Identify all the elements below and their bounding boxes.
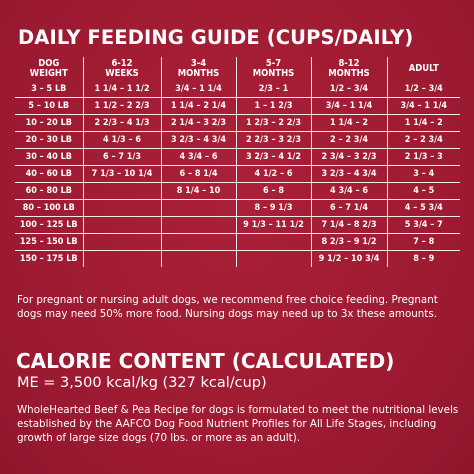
table-cell: 7 – 8 xyxy=(387,234,460,251)
table-cell xyxy=(161,217,236,234)
table-cell: 1 – 1 2/3 xyxy=(236,98,311,115)
table-row xyxy=(15,115,460,132)
table-cell: 3/4 – 1 1/4 xyxy=(161,81,236,98)
header-adult: ADULT xyxy=(387,57,460,81)
table-cell: 4 3/4 – 6 xyxy=(311,183,387,200)
table-row xyxy=(15,251,460,268)
table-cell: 7 1/3 – 10 1/4 xyxy=(83,166,161,183)
table-cell xyxy=(161,234,236,251)
table-cell: 2 2/3 – 3 2/3 xyxy=(236,132,311,149)
table-cell: 40 – 60 LB xyxy=(15,166,83,183)
table-cell xyxy=(236,234,311,251)
table-cell: 3/4 – 1 1/4 xyxy=(311,98,387,115)
table-cell: 6 – 7 1/4 xyxy=(311,200,387,217)
table-cell: 6 – 8 xyxy=(236,183,311,200)
table-row xyxy=(15,98,460,115)
table-cell xyxy=(83,183,161,200)
table-cell xyxy=(236,251,311,268)
header-8-12-months: 8-12 MONTHS xyxy=(311,57,387,81)
table-row xyxy=(15,149,460,166)
table-cell: 3 2/3 – 4 3/4 xyxy=(161,132,236,149)
table-cell: 3 – 5 LB xyxy=(15,81,83,98)
table-cell: 2/3 – 1 xyxy=(236,81,311,98)
header-5-7-months: 5-7 MONTHS xyxy=(236,57,311,81)
feeding-guide-table xyxy=(15,57,460,267)
table-row xyxy=(15,81,460,98)
table-cell xyxy=(83,200,161,217)
table-cell xyxy=(83,234,161,251)
table-cell: 2 – 2 3/4 xyxy=(311,132,387,149)
table-cell: 9 1/3 – 11 1/2 xyxy=(236,217,311,234)
table-cell: 30 – 40 LB xyxy=(15,149,83,166)
table-cell: 5 – 10 LB xyxy=(15,98,83,115)
table-cell: 8 2/3 – 9 1/2 xyxy=(311,234,387,251)
table-cell: 9 1/2 – 10 3/4 xyxy=(311,251,387,268)
table-row xyxy=(15,200,460,217)
header-3-4-months: 3-4 MONTHS xyxy=(161,57,236,81)
calorie-me-value: ME = 3,500 kcal/kg (327 kcal/cup) xyxy=(17,375,267,391)
nutrition-statement: WholeHearted Beef & Pea Recipe for dogs is formulated to meet the nutritional levels established by the AAFCO Dog Food Nutrient Profiles for All Life Stages, including growth of large size dogs (70 lbs. or more as an adult). xyxy=(17,404,459,444)
table-row xyxy=(15,166,460,183)
table-header-row xyxy=(15,57,460,81)
table-cell xyxy=(83,217,161,234)
table-cell: 4 1/2 – 6 xyxy=(236,166,311,183)
table-cell: 20 – 30 LB xyxy=(15,132,83,149)
table-row xyxy=(15,234,460,251)
calorie-content-title: CALORIE CONTENT (CALCULATED) xyxy=(16,349,395,373)
table-row xyxy=(15,183,460,200)
table-cell: 8 – 9 xyxy=(387,251,460,268)
table-cell: 4 3/4 – 6 xyxy=(161,149,236,166)
page-title: DAILY FEEDING GUIDE (CUPS/DAILY) xyxy=(18,26,414,49)
feeding-note: For pregnant or nursing adult dogs, we recommend free choice feeding. Pregnant dogs may need 50% more food. Nursing dogs may need up to 3x these amounts. xyxy=(17,294,438,320)
table-cell: 100 – 125 LB xyxy=(15,217,83,234)
table-cell: 60 – 80 LB xyxy=(15,183,83,200)
table-cell: 1/2 – 3/4 xyxy=(311,81,387,98)
table-cell: 4 – 5 3/4 xyxy=(387,200,460,217)
table-cell: 6 – 8 1/4 xyxy=(161,166,236,183)
table-cell: 2 1/4 – 3 2/3 xyxy=(161,115,236,132)
table-cell: 150 – 175 LB xyxy=(15,251,83,268)
table-row xyxy=(15,132,460,149)
table-cell: 3 2/3 – 4 3/4 xyxy=(311,166,387,183)
table-cell: 1 1/4 – 2 1/4 xyxy=(161,98,236,115)
table-cell: 6 – 7 1/3 xyxy=(83,149,161,166)
table-cell: 2 1/3 – 3 xyxy=(387,149,460,166)
header-dog-weight: DOG WEIGHT xyxy=(15,57,83,81)
table-cell: 4 – 5 xyxy=(387,183,460,200)
table-cell: 1 1/4 – 2 xyxy=(387,115,460,132)
table-cell: 3/4 – 1 1/4 xyxy=(387,98,460,115)
table-cell: 8 – 9 1/3 xyxy=(236,200,311,217)
table-cell: 2 2/3 – 4 1/3 xyxy=(83,115,161,132)
table-cell: 2 3/4 – 3 2/3 xyxy=(311,149,387,166)
table-cell xyxy=(161,200,236,217)
table-cell: 2 – 2 3/4 xyxy=(387,132,460,149)
table-cell: 80 – 100 LB xyxy=(15,200,83,217)
table-cell: 1 1/4 – 1 1/2 xyxy=(83,81,161,98)
table-cell: 1 2/3 – 2 2/3 xyxy=(236,115,311,132)
table-cell xyxy=(83,251,161,268)
table-cell: 7 1/4 – 8 2/3 xyxy=(311,217,387,234)
table-cell: 1/2 – 3/4 xyxy=(387,81,460,98)
table-cell: 5 3/4 – 7 xyxy=(387,217,460,234)
table-cell: 3 – 4 xyxy=(387,166,460,183)
table-cell xyxy=(161,251,236,268)
table-cell: 1 1/2 – 2 2/3 xyxy=(83,98,161,115)
table-cell: 4 1/3 – 6 xyxy=(83,132,161,149)
table-cell: 10 – 20 LB xyxy=(15,115,83,132)
table-cell: 1 1/4 – 2 xyxy=(311,115,387,132)
header-6-12-weeks: 6-12 WEEKS xyxy=(83,57,161,81)
table-cell: 125 – 150 LB xyxy=(15,234,83,251)
table-cell: 8 1/4 – 10 xyxy=(161,183,236,200)
table-cell: 3 2/3 – 4 1/2 xyxy=(236,149,311,166)
table-row xyxy=(15,217,460,234)
